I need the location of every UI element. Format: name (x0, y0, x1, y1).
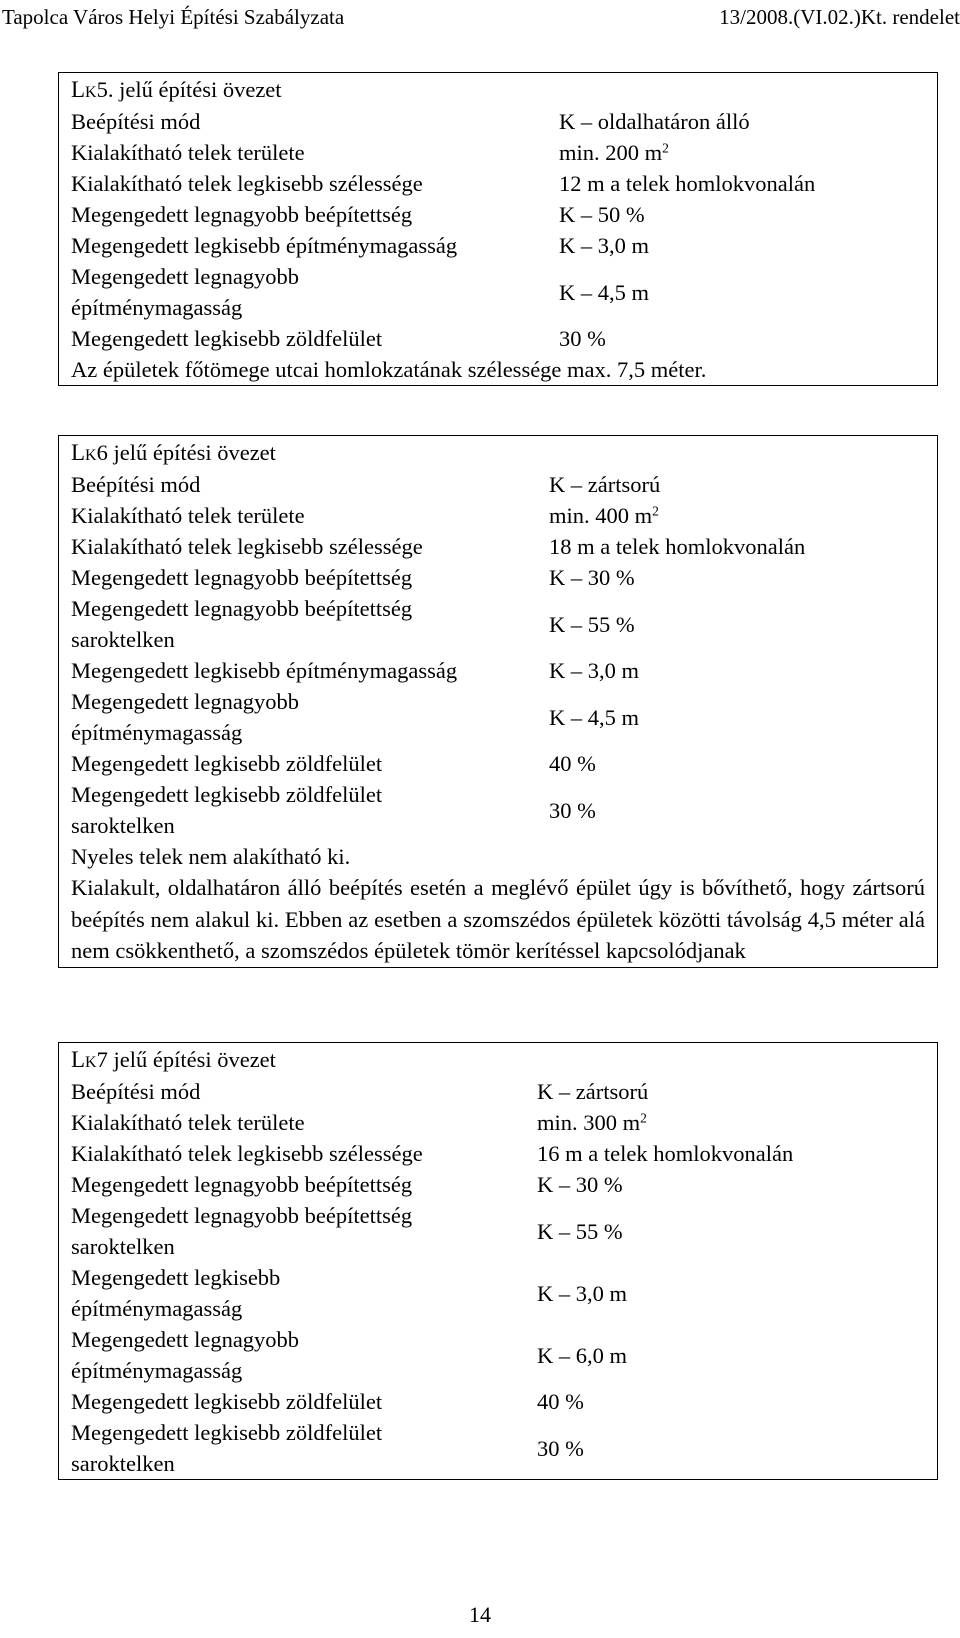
parameter-label-line: Megengedett legnagyobb beépítettség (71, 596, 413, 621)
zone-note: Nyeles telek nem alakítható ki. (71, 844, 351, 869)
parameter-value (549, 795, 596, 826)
parameter-label-line: építménymagasság (71, 1358, 243, 1383)
parameter-label (59, 1386, 537, 1417)
parameter-value-text: K – 50 % (559, 202, 645, 227)
zone-code: Lk (71, 1047, 97, 1072)
zone-parameter-row (59, 469, 937, 500)
parameter-value (537, 1386, 584, 1417)
parameter-label-line: Megengedett legkisebb építménymagasság (71, 233, 458, 258)
parameter-value-text: min. 400 m (549, 503, 653, 528)
parameter-value (537, 1076, 648, 1107)
parameter-label-line: Beépítési mód (71, 1079, 201, 1104)
parameter-value (549, 562, 635, 593)
page-number: 14 (469, 1602, 491, 1627)
zone-title-text: 5. jelű építési övezet (96, 77, 282, 102)
parameter-value-text: 12 m a telek homlokvonalán (559, 171, 816, 196)
parameter-label-line: építménymagasság (71, 295, 243, 320)
zone-parameter-row (59, 748, 937, 779)
header-regulation-number: 13/2008.(VI.02.)Kt. rendelet (719, 5, 960, 29)
parameter-label-line: Kialakítható telek területe (71, 1110, 305, 1135)
zone-parameter-row (59, 168, 937, 199)
parameter-label-line: Megengedett legnagyobb (71, 264, 300, 289)
parameter-label-line: Beépítési mód (71, 472, 201, 497)
parameter-label (59, 469, 549, 500)
parameter-value (537, 1340, 627, 1371)
parameter-value-text: K – 3,0 m (549, 658, 639, 683)
zone-note: Az épületek főtömege utcai homlokzatának szélessége max. 7,5 méter. (71, 357, 707, 382)
parameter-label (59, 779, 549, 841)
parameter-value-text: K – 55 % (549, 611, 635, 637)
zone-parameter-row (59, 323, 937, 354)
parameter-value-text: K – 3,0 m (537, 1280, 627, 1306)
parameter-label-line: Kialakítható telek legkisebb szélessége (71, 1141, 423, 1166)
parameter-label (59, 500, 549, 531)
parameter-label-line: Megengedett legkisebb zöldfelület (71, 326, 383, 351)
parameter-label (59, 323, 559, 354)
zone-parameter-row (59, 1169, 937, 1200)
parameter-label (59, 686, 549, 748)
parameter-value-text: K – zártsorú (549, 472, 661, 497)
parameter-value (549, 609, 635, 640)
zone-title-text: 7 jelű építési övezet (96, 1047, 276, 1072)
zone-note: Kialakult, oldalhatáron álló beépítés esetén a meglévő épület úgy is bővíthető, hogy zártsorú beépítés nem alakul ki. Ebben az esetben a szomszédos épületek közötti távolság 4,5 méter alá nem csökkenthető, a szomszédos épületek tömör kerítéssel kapcsolódjanak (71, 875, 925, 963)
zone-parameter-row (59, 261, 937, 323)
parameter-label-line: Megengedett legnagyobb beépítettség (71, 1172, 413, 1197)
parameter-label-line: saroktelken (71, 627, 175, 652)
page-header (0, 0, 960, 34)
parameter-value-text: K – zártsorú (537, 1079, 649, 1104)
zone-parameter-row (59, 1262, 937, 1324)
unit-superscript: 2 (652, 503, 659, 519)
parameter-label (59, 748, 549, 779)
parameter-value-text: 40 % (549, 751, 596, 776)
unit-superscript: 2 (662, 140, 669, 156)
zone-title (59, 1043, 937, 1076)
zone-parameter-row (59, 1324, 937, 1386)
parameter-label-line: Megengedett legkisebb (71, 1265, 281, 1290)
zone-parameter-row (59, 779, 937, 841)
zone-parameter-row (59, 686, 937, 748)
parameter-label-line: építménymagasság (71, 1296, 243, 1321)
zone-parameter-row (59, 562, 937, 593)
parameter-value (559, 137, 669, 168)
zone-parameter-row (59, 1417, 937, 1479)
zone-lk6-box (58, 435, 938, 968)
zone-parameter-row (59, 500, 937, 531)
parameter-value-text: 40 % (537, 1389, 584, 1414)
zone-parameter-row (59, 137, 937, 168)
parameter-label-line: Kialakítható telek területe (71, 140, 305, 165)
parameter-label (59, 230, 559, 261)
parameter-value (559, 230, 649, 261)
parameter-value (537, 1169, 623, 1200)
zone-parameter-row (59, 230, 937, 261)
parameter-label (59, 1138, 537, 1169)
parameter-label-line: saroktelken (71, 1451, 175, 1476)
zone-parameter-row (59, 1107, 937, 1138)
parameter-label (59, 199, 559, 230)
parameter-label (59, 137, 559, 168)
parameter-label (59, 1324, 537, 1386)
parameter-label-line: Beépítési mód (71, 109, 201, 134)
zone-parameter-row (59, 1200, 937, 1262)
parameter-value (559, 199, 645, 230)
parameter-value-text: 16 m a telek homlokvonalán (537, 1141, 794, 1166)
zone-title-text: 6 jelű építési övezet (96, 440, 276, 465)
zone-parameter-row (59, 106, 937, 137)
parameter-label-line: Kialakítható telek legkisebb szélessége (71, 171, 423, 196)
zone-code: Lk (71, 440, 97, 465)
parameter-value-text: 18 m a telek homlokvonalán (549, 534, 806, 559)
parameter-value (559, 106, 750, 137)
parameter-label (59, 593, 549, 655)
parameter-label (59, 1200, 537, 1262)
zone-parameter-row (59, 531, 937, 562)
parameter-value (537, 1107, 647, 1138)
parameter-value-text: K – 30 % (549, 565, 635, 590)
parameter-value-text: 30 % (559, 326, 606, 351)
parameter-value (559, 168, 815, 199)
parameter-label-line: Kialakítható telek területe (71, 503, 305, 528)
zone-lk5-box (58, 72, 938, 386)
parameter-label-line: Megengedett legkisebb zöldfelület (71, 1389, 383, 1414)
parameter-value-text: 30 % (537, 1435, 584, 1461)
parameter-value-text: K – 3,0 m (559, 233, 649, 258)
parameter-label (59, 1076, 537, 1107)
parameter-value (549, 655, 639, 686)
parameter-label-line: Megengedett legnagyobb (71, 689, 300, 714)
zone-parameter-row (59, 1138, 937, 1169)
parameter-label (59, 261, 559, 323)
parameter-value (549, 531, 805, 562)
parameter-value-text: min. 200 m (559, 140, 663, 165)
parameter-label (59, 168, 559, 199)
parameter-value (549, 748, 596, 779)
parameter-label-line: építménymagasság (71, 720, 243, 745)
parameter-label-line: saroktelken (71, 1234, 175, 1259)
parameter-value-text: 30 % (549, 797, 596, 823)
zone-parameter-row (59, 1076, 937, 1107)
parameter-value (537, 1216, 623, 1247)
parameter-label-line: Megengedett legkisebb zöldfelület (71, 1420, 383, 1445)
parameter-value-text: K – 4,5 m (549, 704, 639, 730)
parameter-value-text: K – 4,5 m (559, 279, 649, 305)
parameter-value-text: K – oldalhatáron álló (559, 109, 750, 134)
unit-superscript: 2 (640, 1110, 647, 1126)
parameter-value (549, 702, 639, 733)
zone-lk7-box (58, 1042, 938, 1480)
parameter-label-line: Megengedett legnagyobb beépítettség (71, 202, 413, 227)
parameter-label (59, 1107, 537, 1138)
parameter-label (59, 1417, 537, 1479)
parameter-value (549, 500, 659, 531)
parameter-value (537, 1433, 584, 1464)
parameter-value-text: K – 6,0 m (537, 1342, 627, 1368)
parameter-label (59, 531, 549, 562)
header-document-title: Tapolca Város Helyi Építési Szabályzata (2, 5, 345, 29)
zone-title (59, 436, 937, 469)
parameter-value (549, 469, 660, 500)
parameter-label (59, 106, 559, 137)
parameter-value-text: min. 300 m (537, 1110, 641, 1135)
parameter-label (59, 1169, 537, 1200)
parameter-value (537, 1138, 793, 1169)
zone-parameter-row (59, 199, 937, 230)
parameter-label (59, 1262, 537, 1324)
parameter-label (59, 655, 549, 686)
parameter-value (559, 277, 649, 308)
parameter-label-line: Megengedett legkisebb zöldfelület (71, 751, 383, 776)
parameter-label (59, 562, 549, 593)
zone-parameter-row (59, 1386, 937, 1417)
parameter-label-line: Megengedett legkisebb építménymagasság (71, 658, 458, 683)
zone-code: Lk (71, 77, 97, 102)
parameter-label-line: Megengedett legkisebb zöldfelület (71, 782, 383, 807)
parameter-label-line: Megengedett legnagyobb beépítettség (71, 1203, 413, 1228)
zone-title (59, 73, 937, 106)
zone-parameter-row (59, 655, 937, 686)
parameter-value-text: K – 55 % (537, 1218, 623, 1244)
parameter-label-line: Kialakítható telek legkisebb szélessége (71, 534, 423, 559)
parameter-label-line: saroktelken (71, 813, 175, 838)
zone-parameter-row (59, 593, 937, 655)
parameter-label-line: Megengedett legnagyobb beépítettség (71, 565, 413, 590)
parameter-value-text: K – 30 % (537, 1172, 623, 1197)
parameter-value (559, 323, 606, 354)
parameter-value (537, 1278, 627, 1309)
parameter-label-line: Megengedett legnagyobb (71, 1327, 300, 1352)
